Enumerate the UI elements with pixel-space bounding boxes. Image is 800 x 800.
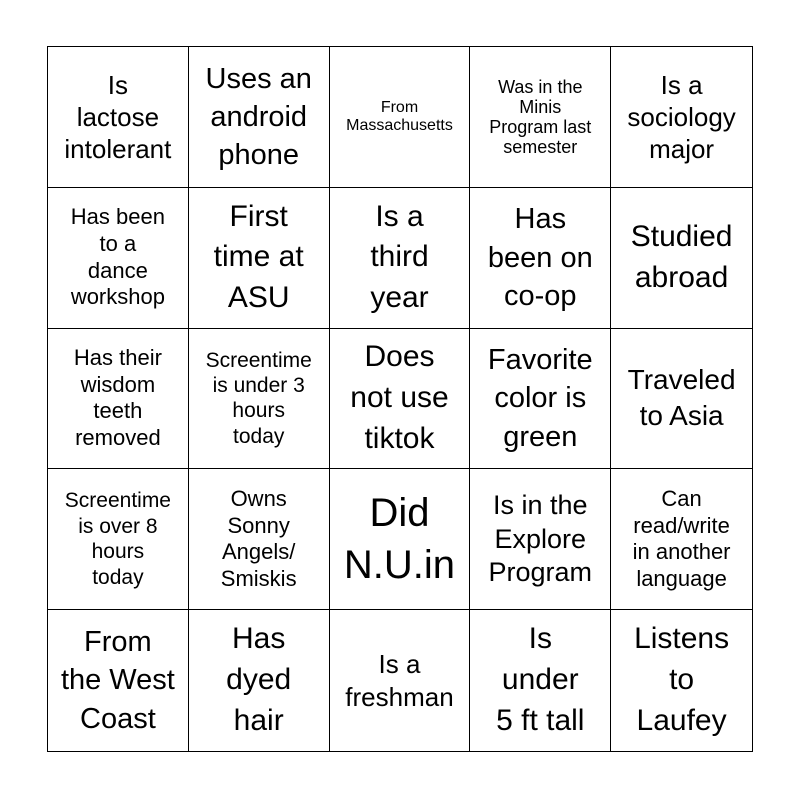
bingo-square-text: Studied abroad — [630, 219, 733, 294]
bingo-square-text: Owns Sonny Angels/ Smiskis — [220, 486, 297, 591]
bingo-square[interactable] — [189, 329, 330, 470]
bingo-square[interactable] — [330, 469, 471, 610]
bingo-square-text: Has their wisdom teeth removed — [73, 345, 162, 451]
bingo-board — [47, 46, 753, 752]
bingo-square[interactable] — [611, 47, 752, 188]
bingo-square-text: Uses an android phone — [205, 62, 312, 172]
bingo-square[interactable] — [470, 610, 611, 751]
bingo-square[interactable] — [48, 329, 189, 470]
bingo-square[interactable] — [189, 47, 330, 188]
bingo-square-text: Has dyed hair — [226, 622, 292, 737]
bingo-square[interactable] — [189, 188, 330, 329]
bingo-square[interactable] — [470, 469, 611, 610]
bingo-square[interactable] — [330, 47, 471, 188]
bingo-square[interactable] — [470, 188, 611, 329]
bingo-square-text: First time at ASU — [213, 199, 304, 315]
bingo-square-text: Favorite color is green — [487, 344, 593, 453]
bingo-square-text: Screentime is under 3 hours today — [205, 348, 312, 448]
bingo-square[interactable] — [48, 188, 189, 329]
bingo-square[interactable] — [48, 47, 189, 188]
bingo-square[interactable] — [470, 47, 611, 188]
bingo-square[interactable] — [48, 469, 189, 610]
bingo-square[interactable] — [611, 469, 752, 610]
bingo-square-text: Does not use tiktok — [350, 340, 449, 455]
bingo-square[interactable] — [611, 329, 752, 470]
bingo-square[interactable] — [330, 329, 471, 470]
bingo-square[interactable] — [330, 188, 471, 329]
bingo-square-text: Listens to Laufey — [634, 622, 730, 737]
bingo-square[interactable] — [48, 610, 189, 751]
bingo-square-text: Was in the Minis Program last semester — [489, 76, 592, 158]
bingo-square-text: Did N.U.in — [343, 491, 456, 588]
bingo-square[interactable] — [189, 469, 330, 610]
bingo-square[interactable] — [611, 188, 752, 329]
bingo-square[interactable] — [330, 610, 471, 751]
bingo-square-text: From Massachusetts — [346, 98, 453, 134]
bingo-square[interactable] — [611, 610, 752, 751]
bingo-square-text: Is under 5 ft tall — [496, 622, 585, 737]
bingo-square-text: Screentime is over 8 hours today — [64, 489, 171, 589]
bingo-square-text: Has been to a dance workshop — [70, 204, 165, 310]
bingo-square-text: Is a third year — [370, 199, 429, 315]
bingo-square-text: Is in the Explore Program — [488, 490, 593, 588]
bingo-square-text: Can read/write in another language — [632, 486, 731, 591]
bingo-square-text: Is a sociology major — [627, 69, 736, 165]
bingo-square[interactable] — [470, 329, 611, 470]
bingo-square-text: Has been on co-op — [487, 203, 593, 312]
bingo-square-text: From the West Coast — [60, 626, 175, 735]
bingo-square-text: Is lactose intolerant — [64, 69, 172, 165]
bingo-square[interactable] — [189, 610, 330, 751]
bingo-square-text: Traveled to Asia — [627, 363, 736, 432]
bingo-square-text: Is a freshman — [345, 649, 454, 712]
